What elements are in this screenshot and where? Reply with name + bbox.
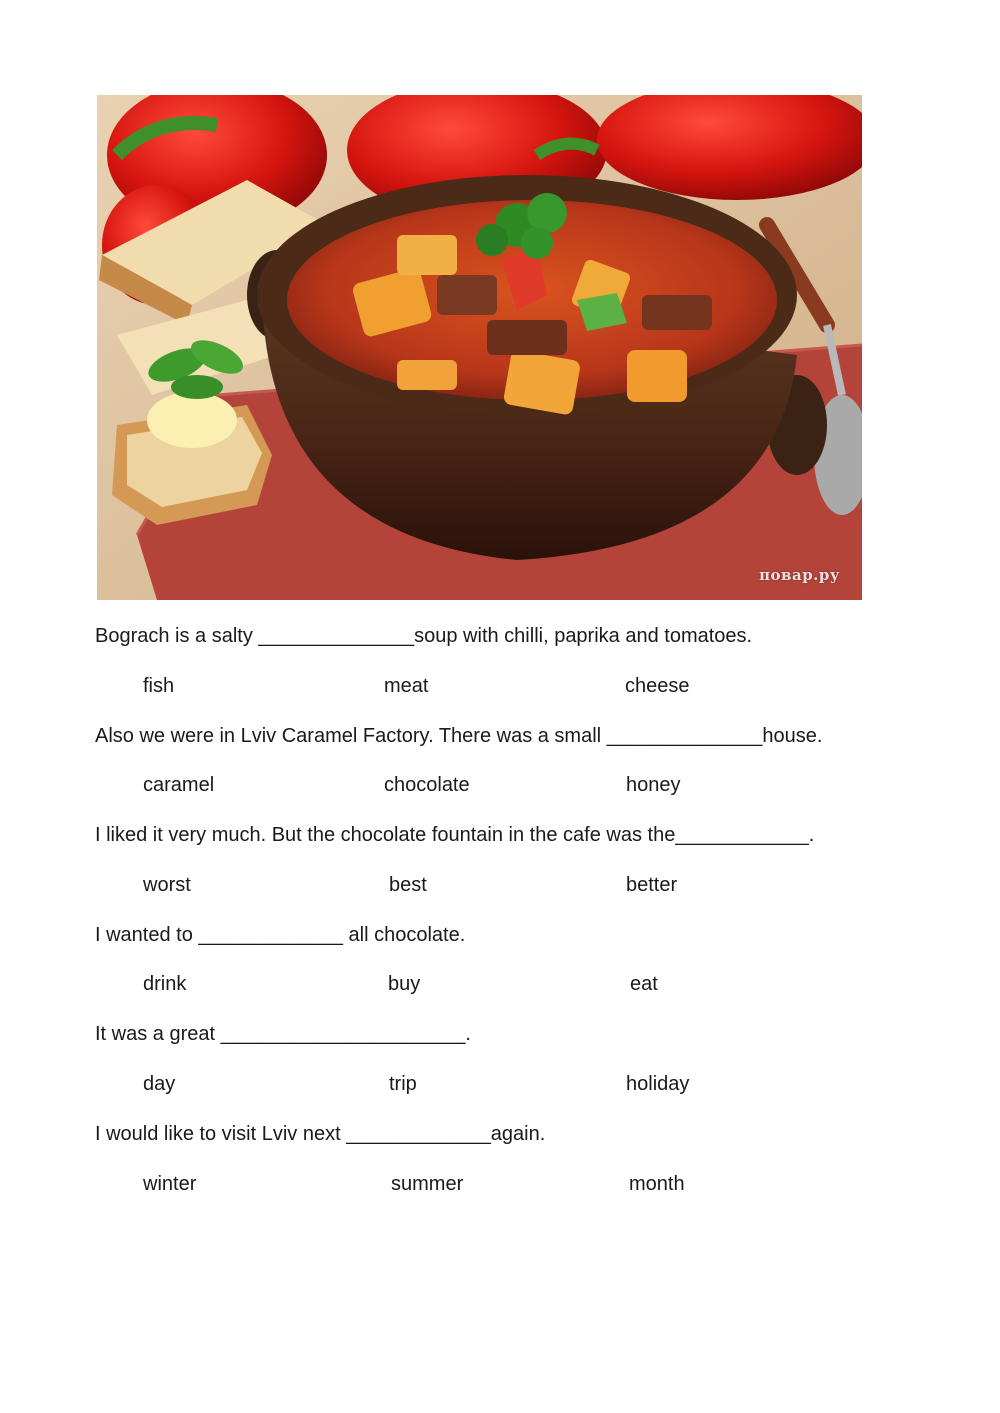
option-2-b[interactable]: chocolate xyxy=(384,774,470,796)
option-5-b[interactable]: trip xyxy=(389,1073,417,1095)
option-1-a[interactable]: fish xyxy=(143,675,175,697)
watermark-text: повар.ру xyxy=(759,566,840,584)
soup-photo xyxy=(97,95,862,600)
question-sentence-3: I liked it very much. But the chocolate fountain in the cafe was the____________. xyxy=(95,824,815,846)
question-sentence-5: It was a great ______________________. xyxy=(95,1023,471,1045)
option-6-c[interactable]: month xyxy=(629,1173,685,1195)
option-3-c[interactable]: better xyxy=(626,874,678,896)
option-5-a[interactable]: day xyxy=(143,1073,176,1095)
option-4-a[interactable]: drink xyxy=(143,973,187,995)
option-6-a[interactable]: winter xyxy=(143,1173,197,1195)
option-3-a[interactable]: worst xyxy=(143,874,191,896)
option-5-c[interactable]: holiday xyxy=(626,1073,690,1095)
question-sentence-2: Also we were in Lviv Caramel Factory. There was a small ______________house. xyxy=(95,725,823,747)
option-3-b[interactable]: best xyxy=(389,874,427,896)
option-1-c[interactable]: cheese xyxy=(625,675,690,697)
question-sentence-6: I would like to visit Lviv next _____________again. xyxy=(95,1123,546,1145)
question-sentence-1: Bograch is a salty ______________soup with chilli, paprika and tomatoes. xyxy=(95,625,753,647)
option-1-b[interactable]: meat xyxy=(384,675,429,697)
option-6-b[interactable]: summer xyxy=(391,1173,464,1195)
soup-illustration xyxy=(97,95,862,600)
question-sentence-4: I wanted to _____________ all chocolate. xyxy=(95,924,466,946)
option-4-c[interactable]: eat xyxy=(630,973,658,995)
option-2-c[interactable]: honey xyxy=(626,774,681,796)
option-2-a[interactable]: caramel xyxy=(143,774,215,796)
option-4-b[interactable]: buy xyxy=(388,973,421,995)
